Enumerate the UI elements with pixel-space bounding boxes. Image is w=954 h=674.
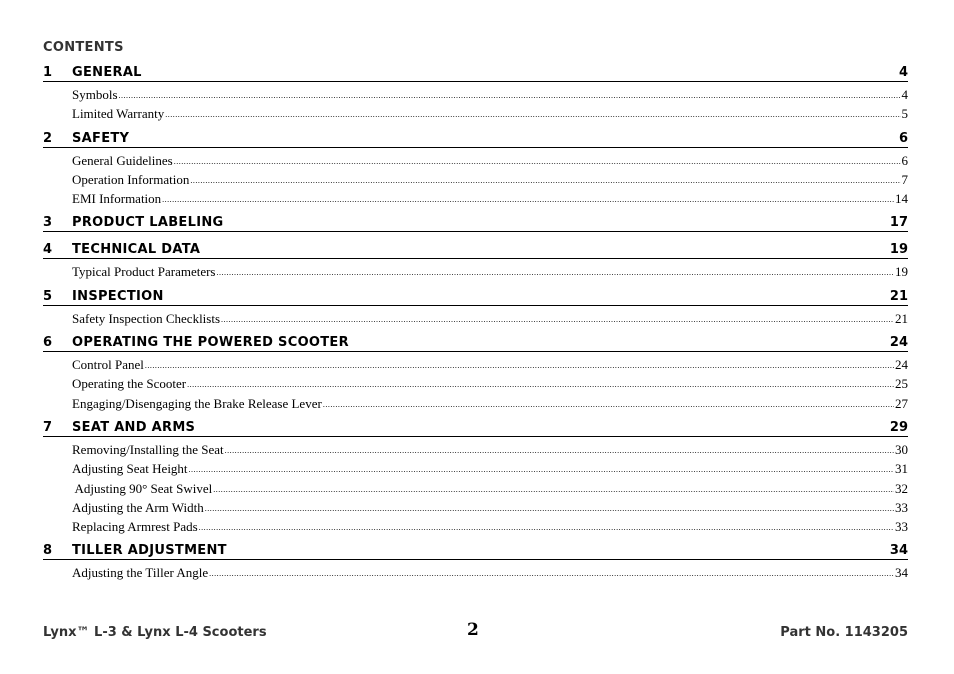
entry-title: Operation Information: [72, 171, 190, 187]
dot-leader: [213, 485, 894, 494]
section-page-number: 6: [898, 130, 908, 146]
toc-section: [43, 538, 908, 584]
toc-section: [43, 210, 908, 232]
section-heading-link[interactable]: [43, 237, 908, 259]
entry-page-number: 19: [895, 264, 908, 280]
footer-part-number: Part No. 1143205: [780, 625, 908, 640]
entry-title: Adjusting the Arm Width: [72, 499, 204, 515]
section-entries: [43, 357, 908, 415]
section-title: INSPECTION: [72, 288, 164, 304]
toc-entry-link[interactable]: [72, 565, 908, 584]
toc-entry-link[interactable]: [72, 264, 908, 283]
section-heading-link[interactable]: [43, 538, 908, 560]
toc-entry-link[interactable]: [72, 311, 908, 330]
section-page-number: 29: [889, 419, 908, 435]
section-title: TECHNICAL DATA: [72, 242, 201, 258]
entry-title: General Guidelines: [72, 152, 173, 168]
entry-page-number: 5: [901, 106, 908, 122]
dot-leader: [189, 465, 894, 474]
entry-title: Removing/Installing the Seat: [72, 441, 224, 457]
entry-page-number: 21: [895, 310, 908, 326]
section-title: SAFETY: [72, 130, 130, 146]
section-page-number: 19: [889, 242, 908, 258]
section-heading-link[interactable]: [43, 60, 908, 82]
entry-title: Adjusting 90° Seat Swivel: [72, 480, 213, 496]
section-entries: [43, 565, 908, 584]
toc-entry-link[interactable]: [72, 106, 908, 125]
entry-title: Replacing Armrest Pads: [72, 519, 198, 535]
section-number: 7: [43, 419, 53, 435]
toc-entry-link[interactable]: [72, 172, 908, 191]
dot-leader: [221, 315, 894, 324]
dot-leader: [323, 400, 894, 409]
toc-entry-link[interactable]: [72, 519, 908, 538]
entry-page-number: 33: [895, 519, 908, 535]
dot-leader: [190, 176, 900, 185]
entry-title: Limited Warranty: [72, 106, 165, 122]
section-page-number: 24: [889, 335, 908, 351]
toc-section: [43, 237, 908, 283]
toc-entry-link[interactable]: [72, 396, 908, 415]
entry-page-number: 33: [895, 499, 908, 515]
toc-entry-link[interactable]: [72, 191, 908, 210]
entry-title: Control Panel: [72, 357, 144, 373]
section-page-number: 21: [889, 288, 908, 304]
entry-page-number: 14: [895, 191, 908, 207]
dot-leader: [199, 523, 894, 532]
entry-title: Engaging/Disengaging the Brake Release Lever: [72, 395, 322, 411]
section-number: 4: [43, 242, 53, 258]
section-heading-link[interactable]: [43, 210, 908, 232]
dot-leader: [209, 569, 894, 578]
section-number: 2: [43, 130, 53, 146]
toc-entry-link[interactable]: [72, 442, 908, 461]
section-title: PRODUCT LABELING: [72, 215, 224, 231]
entry-page-number: 30: [895, 441, 908, 457]
section-heading-link[interactable]: [43, 284, 908, 306]
toc-section: [43, 284, 908, 330]
section-number: 8: [43, 543, 53, 559]
contents-heading: CONTENTS: [43, 40, 124, 55]
section-entries: [43, 153, 908, 211]
section-page-number: 4: [898, 65, 908, 80]
dot-leader: [165, 110, 900, 119]
dot-leader: [205, 504, 894, 513]
entry-title: Symbols: [72, 87, 118, 102]
section-title: GENERAL: [72, 65, 142, 80]
toc-entry-link[interactable]: [72, 481, 908, 500]
entry-page-number: 24: [895, 357, 908, 373]
entry-title: Operating the Scooter: [72, 376, 187, 392]
dot-leader: [225, 446, 894, 455]
entry-title: Adjusting the Tiller Angle: [72, 565, 209, 581]
section-title: SEAT AND ARMS: [72, 419, 196, 435]
toc-entry-link[interactable]: [72, 357, 908, 376]
toc-entry-link[interactable]: [72, 500, 908, 519]
toc-entry-link[interactable]: [72, 153, 908, 172]
entry-page-number: 27: [895, 395, 908, 411]
section-number: 3: [43, 215, 53, 231]
dot-leader: [145, 361, 894, 370]
toc-section: [43, 415, 908, 538]
section-title: TILLER ADJUSTMENT: [72, 543, 227, 559]
section-entries: [43, 87, 908, 126]
toc-entry-link[interactable]: [72, 87, 908, 106]
entry-page-number: 6: [901, 152, 908, 168]
entry-page-number: 4: [901, 87, 908, 102]
dot-leader: [187, 380, 894, 389]
section-title: OPERATING THE POWERED SCOOTER: [72, 335, 349, 351]
entry-page-number: 34: [895, 565, 908, 581]
entry-title: Typical Product Parameters: [72, 264, 216, 280]
section-number: 6: [43, 335, 53, 351]
dot-leader: [119, 91, 901, 100]
section-entries: [43, 311, 908, 330]
section-heading-link[interactable]: [43, 415, 908, 437]
section-number: 5: [43, 288, 53, 304]
toc-entry-link[interactable]: [72, 461, 908, 480]
entry-page-number: 32: [895, 480, 908, 496]
entry-title: Adjusting Seat Height: [72, 461, 188, 477]
section-heading-link[interactable]: [43, 330, 908, 352]
section-page-number: 34: [889, 543, 908, 559]
dot-leader: [174, 157, 901, 166]
footer-product-name: Lynx™ L-3 & Lynx L-4 Scooters: [43, 625, 267, 640]
section-entries: [43, 442, 908, 538]
section-entries: [43, 264, 908, 283]
toc-section: [43, 330, 908, 415]
entry-page-number: 31: [895, 461, 908, 477]
entry-page-number: 7: [901, 171, 908, 187]
entry-title: EMI Information: [72, 191, 162, 207]
toc-section: [43, 126, 908, 211]
section-page-number: 17: [889, 215, 908, 231]
dot-leader: [217, 268, 895, 277]
toc-section: [43, 60, 908, 126]
section-heading-link[interactable]: [43, 126, 908, 148]
entry-page-number: 25: [895, 376, 908, 392]
dot-leader: [162, 195, 894, 204]
section-number: 1: [43, 65, 53, 80]
footer-page-number: 2: [467, 620, 479, 640]
entry-title: Safety Inspection Checklists: [72, 310, 221, 326]
table-of-contents: [43, 60, 908, 585]
toc-entry-link[interactable]: [72, 376, 908, 395]
